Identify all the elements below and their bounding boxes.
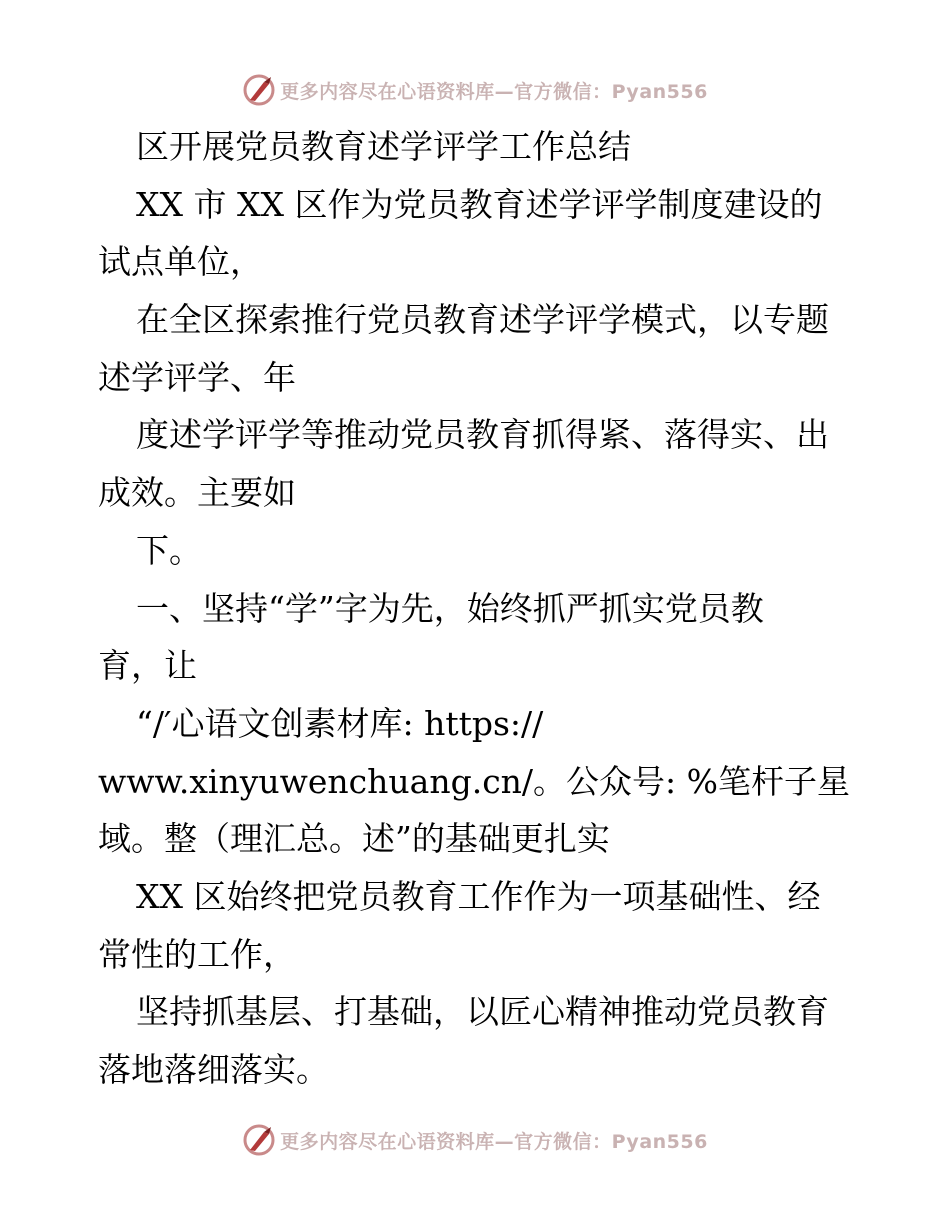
document-line: 在全区探索推行党员教育述学评学模式，以专题	[136, 300, 829, 340]
document-line: 常性的工作，	[98, 934, 296, 974]
document-line: XX 市 XX 区作为党员教育述学评学制度建设的	[136, 184, 823, 224]
document-line: 下。	[136, 530, 202, 570]
document-line: www.xinyuwenchuang.cn/。公众号: %笔杆子星	[98, 761, 851, 801]
document-line: 述学评学、年	[98, 357, 296, 397]
quill-pen-logo-icon	[242, 73, 276, 107]
document-body	[98, 118, 858, 1099]
document-line: 育，让	[98, 646, 197, 686]
document-line: XX 区始终把党员教育工作作为一项基础性、经	[136, 876, 821, 916]
document-line: 区开展党员教育述学评学工作总结	[136, 127, 631, 166]
document-line: 域。整（理汇总。述”的基础更扎实	[98, 819, 610, 859]
footer-watermark-banner	[0, 1120, 950, 1160]
document-line: 落地落细落实。	[98, 1050, 329, 1089]
document-line: “/′心语文创素材库: https://	[136, 703, 544, 743]
document-line: 成效。主要如	[98, 473, 296, 513]
document-line: 试点单位，	[98, 242, 263, 282]
document-line: 一、坚持“学”字为先，始终抓严抓实党员教	[136, 588, 764, 628]
quill-pen-logo-icon	[242, 1123, 276, 1157]
document-line: 坚持抓基层、打基础，以匠心精神推动党员教育	[136, 992, 829, 1032]
header-watermark-text: 更多内容尽在心语资料库—官方微信：Pyan556	[280, 80, 708, 103]
document-line: 度述学评学等推动党员教育抓得紧、落得实、出	[136, 415, 829, 455]
footer-watermark-text: 更多内容尽在心语资料库—官方微信：Pyan556	[280, 1130, 708, 1153]
header-watermark-banner	[0, 70, 950, 110]
